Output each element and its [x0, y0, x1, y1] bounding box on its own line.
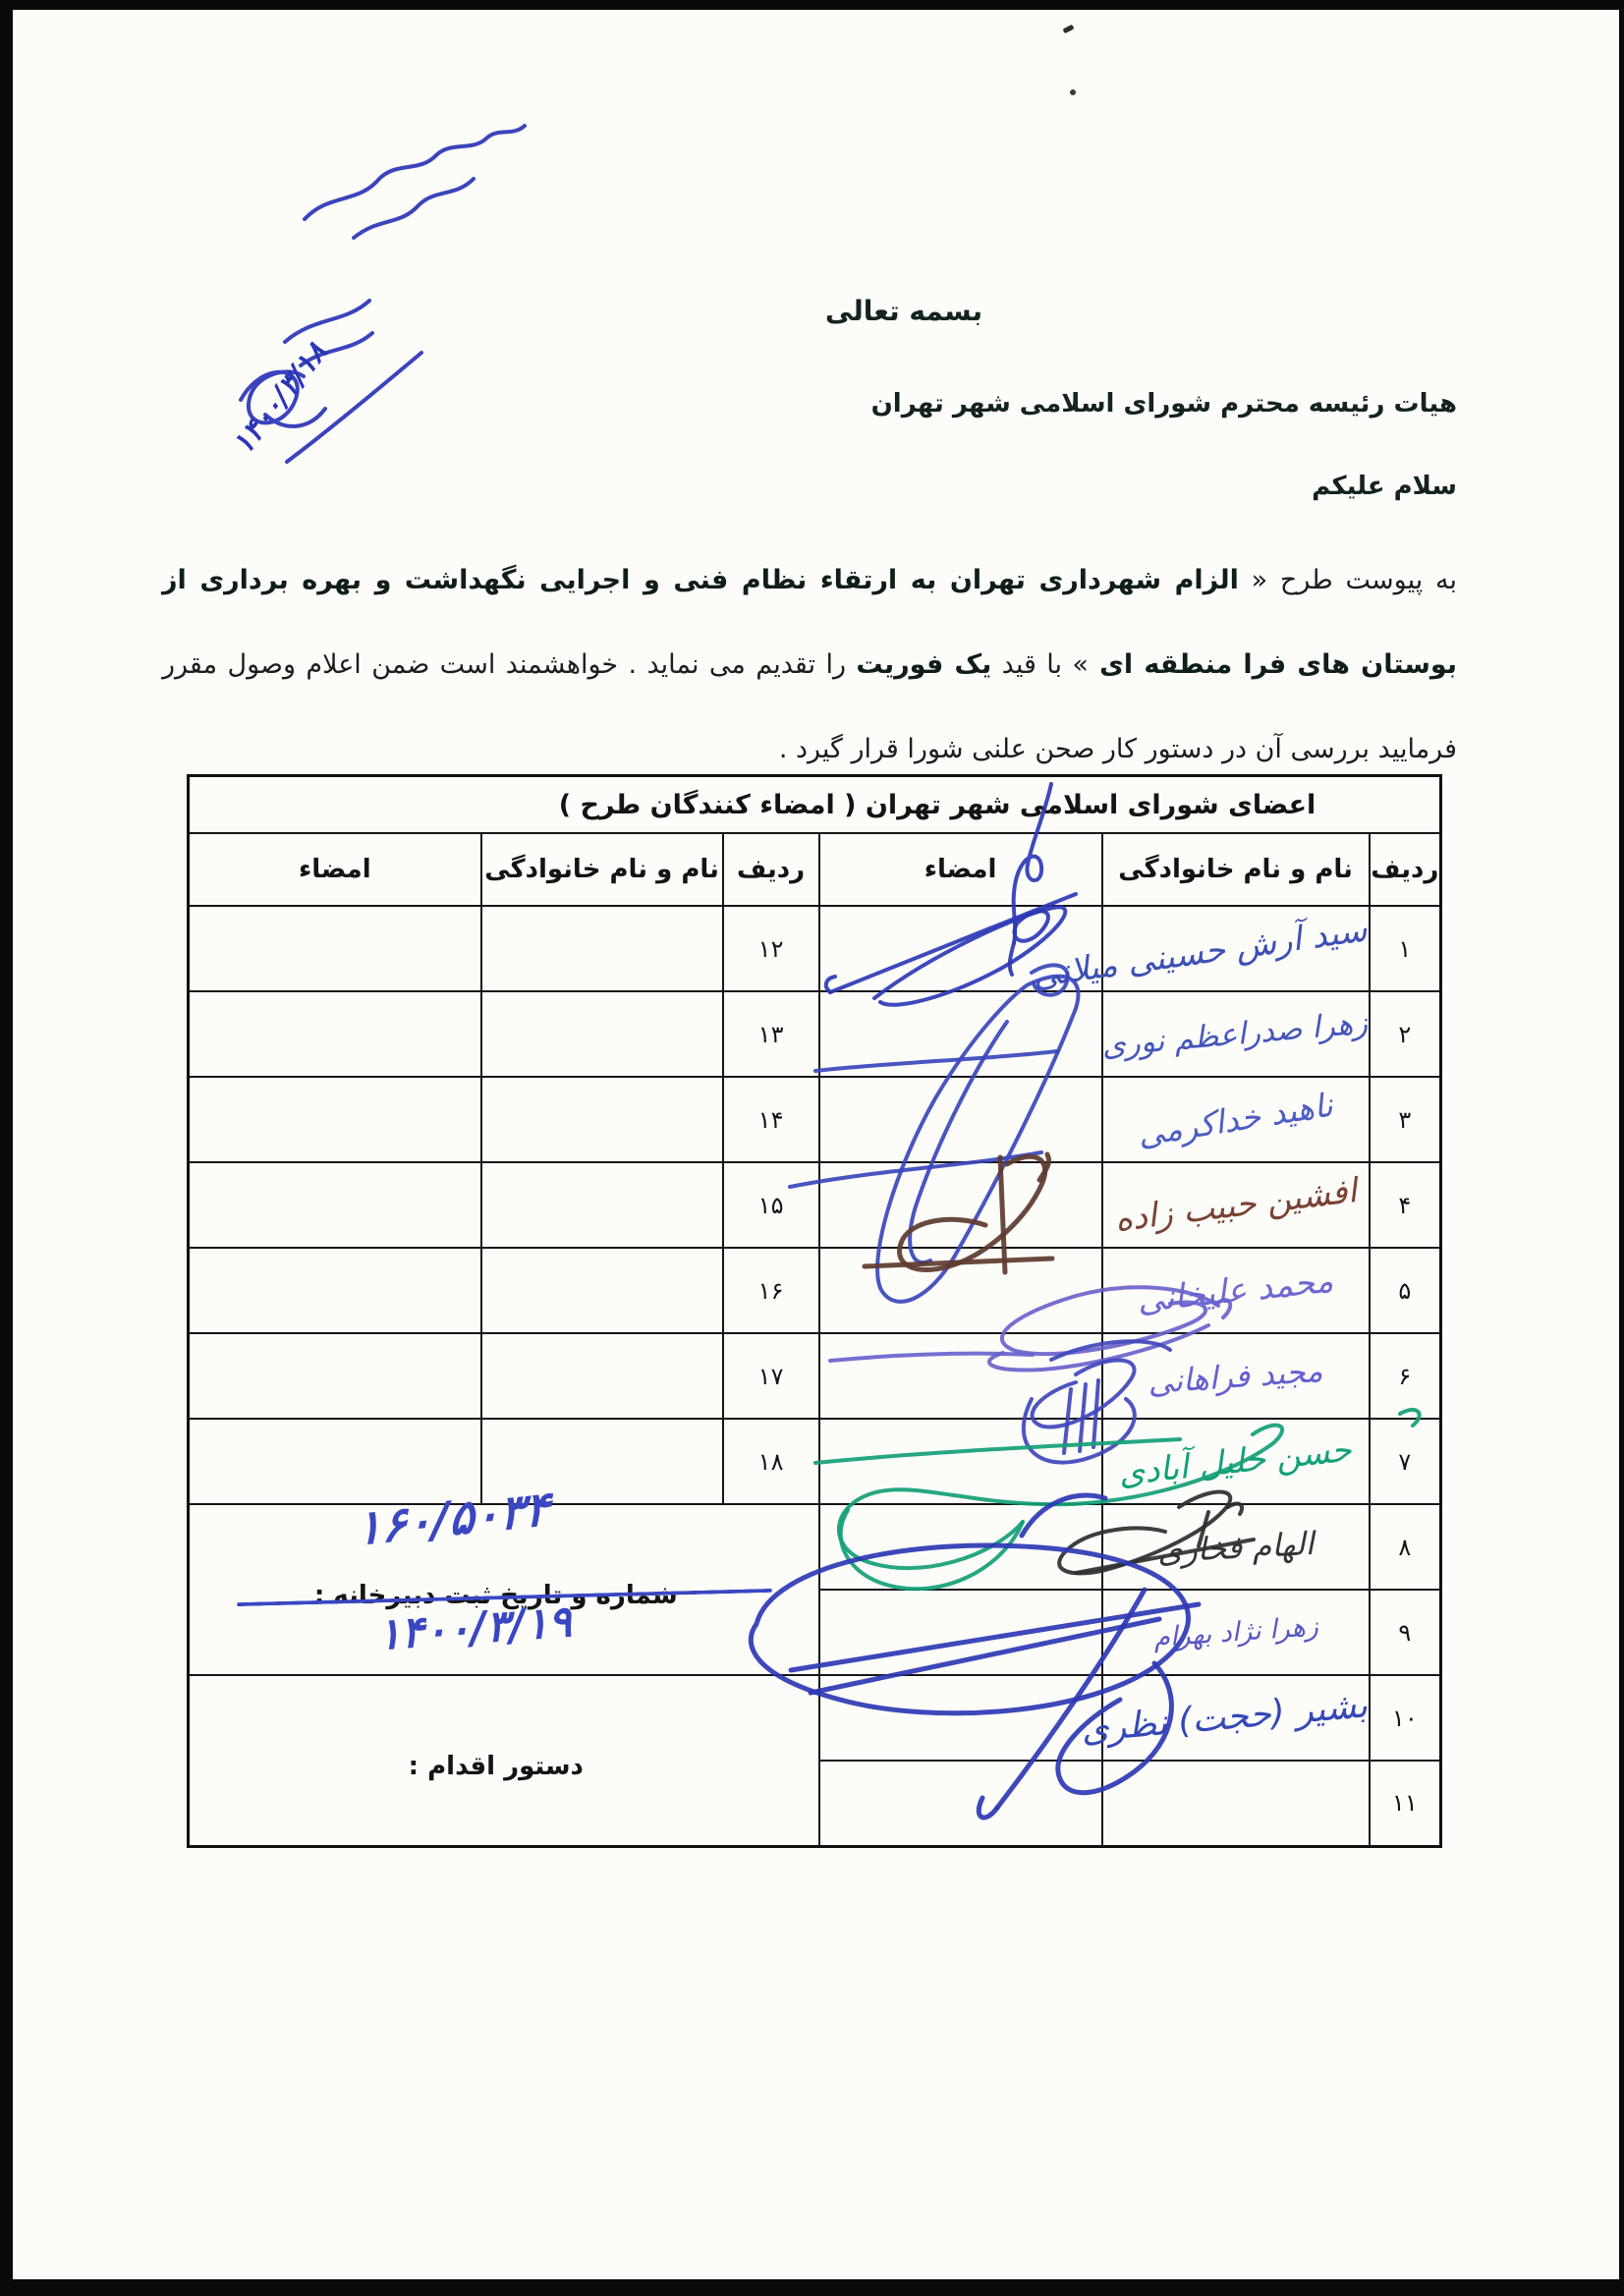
header-signature: امضاء: [819, 833, 1102, 906]
handwritten-name: افشین حبیب زاده: [1112, 1170, 1359, 1240]
member-name-cell: [1102, 1419, 1370, 1504]
scan-edge-bottom: [0, 2279, 1624, 2296]
member-name-cell: [1102, 991, 1370, 1077]
table-row: [189, 1675, 1441, 1761]
row-number: ۴: [1370, 1162, 1441, 1248]
handwritten-name: حسن خلیل آبادی: [1117, 1429, 1355, 1493]
table-row: [189, 906, 1441, 991]
bismillah: بسمه تعالی: [824, 295, 983, 327]
handwritten-registration-date: ۱۴۰۰/۳/۱۹: [375, 1596, 574, 1660]
signature-cell: [189, 1162, 481, 1248]
signature-cell: [189, 1333, 481, 1419]
member-name-cell: [1102, 1590, 1370, 1675]
signature-cell: [819, 991, 1102, 1077]
plan-title-bold: الزام شهرداری تهران به ارتقاء نظام فنی و اجرایی نگهداشت و بهره برداری از بوستان های فرا منطقه ای: [162, 565, 1457, 680]
scan-speck: [1070, 89, 1076, 95]
handwritten-registration-number: ۱۶۰/۵۰۳۴: [356, 1481, 550, 1557]
signature-cell: [819, 1077, 1102, 1162]
signature-cell: [189, 1077, 481, 1162]
row-number: ۹: [1370, 1590, 1441, 1675]
signature-cell: [819, 1761, 1102, 1846]
recipient-line: هیات رئیسه محترم شورای اسلامی شهر تهران: [870, 389, 1457, 419]
action-order-cell: [189, 1675, 819, 1846]
row-number: ۱۱: [1370, 1761, 1441, 1846]
table-header-row: [189, 833, 1441, 906]
scan-edge-top: [0, 0, 1624, 10]
handwritten-name: الهام فخاری: [1156, 1524, 1316, 1570]
header-name: نام و نام خانوادگی: [1102, 833, 1370, 906]
table-row: [189, 1504, 1441, 1590]
member-name-cell: [1080, 1675, 1370, 1761]
body-seg: را تقدیم می نماید . خواهشمند است ضمن اعلام وصول مقرر فرمایید بررسی آن در دستور کار صحن علنی شورا قرار گیرد .: [162, 649, 1457, 764]
scan-edge-right: [1619, 0, 1624, 2296]
signature-cell: [819, 1675, 1102, 1761]
table-row: [189, 1248, 1441, 1333]
handwritten-name: سید آرش حسینی میلانی: [1030, 909, 1371, 996]
member-name-cell: [1102, 1504, 1370, 1590]
signatories-table: [187, 774, 1442, 1848]
handwritten-name: بشیر (حجت) نظری: [1080, 1685, 1370, 1751]
signature-cell: [819, 1162, 1102, 1248]
handwritten-name: زهرا نژاد بهرام: [1151, 1611, 1319, 1653]
handwritten-name: زهرا صدراعظم نوری: [1100, 1004, 1370, 1064]
row-number: ۱۲: [723, 906, 819, 991]
letter-body: [162, 538, 1457, 792]
member-name-cell: [1102, 1333, 1370, 1419]
member-name-cell: [481, 1077, 723, 1162]
row-number: ۱۸: [723, 1419, 819, 1504]
handwritten-note: [147, 118, 609, 589]
row-number: ۸: [1370, 1504, 1441, 1590]
header-signature: امضاء: [189, 833, 481, 906]
signature-cell: [819, 1419, 1102, 1504]
member-name-cell: [481, 1333, 723, 1419]
row-number: ۲: [1370, 991, 1441, 1077]
row-number: ۱۴: [723, 1077, 819, 1162]
table-title-row: [189, 776, 1441, 834]
row-number: ۱۷: [723, 1333, 819, 1419]
member-name-cell: [481, 1248, 723, 1333]
row-number: ۷: [1370, 1419, 1441, 1504]
handwritten-name: ناهید خداکرمی: [1135, 1085, 1336, 1154]
table-title: اعضای شورای اسلامی شهر تهران ( امضاء کنندگان طرح ): [189, 776, 1441, 834]
urgency-bold: یک فوریت: [856, 649, 992, 680]
note-date: ۱۴۰۰/۳/۱۸: [225, 335, 335, 462]
member-name-cell: [1102, 1248, 1370, 1333]
secretariat-label: شماره و تاریخ ثبت دبیرخانه :: [313, 1581, 678, 1610]
signature-cell: [819, 1248, 1102, 1333]
scan-edge-left: [0, 0, 13, 2296]
signature-cell: [189, 906, 481, 991]
handwritten-note-scribble: [147, 118, 609, 589]
header-row-number: ردیف: [723, 833, 819, 906]
row-number: ۶: [1370, 1333, 1441, 1419]
signature-cell: [189, 1248, 481, 1333]
row-number: ۱: [1370, 906, 1441, 991]
table-row: [189, 1077, 1441, 1162]
action-order-label: دستور اقدام :: [408, 1751, 584, 1781]
signature-cell: [189, 1419, 481, 1504]
table-row: [189, 1419, 1441, 1504]
row-number: ۱۳: [723, 991, 819, 1077]
handwritten-name: مجید فراهانی: [1147, 1351, 1324, 1401]
signature-cell: [189, 991, 481, 1077]
body-seg: به پیوست طرح «: [1238, 565, 1457, 595]
row-number: ۱۵: [723, 1162, 819, 1248]
member-name-cell: [481, 991, 723, 1077]
row-number: ۱۶: [723, 1248, 819, 1333]
header-name: نام و نام خانوادگی: [481, 833, 723, 906]
member-name-cell: [481, 1162, 723, 1248]
table-row: [189, 1162, 1441, 1248]
table-row: [189, 991, 1441, 1077]
member-name-cell: [1102, 1162, 1370, 1248]
row-number: ۱۰: [1370, 1675, 1441, 1761]
body-seg: » با قید: [991, 649, 1089, 680]
salutation-line: سلام علیکم: [1312, 472, 1457, 501]
handwritten-name: محمد علیخانی: [1135, 1260, 1336, 1320]
signature-cell: [819, 1504, 1102, 1590]
table-row: [189, 1333, 1441, 1419]
header-row-number: ردیف: [1370, 833, 1441, 906]
member-name-cell: [1102, 1761, 1370, 1846]
row-number: ۳: [1370, 1077, 1441, 1162]
member-name-cell: [1030, 906, 1371, 996]
member-name-cell: [1102, 1077, 1370, 1162]
secretariat-registration-cell: [189, 1481, 819, 1675]
row-number: ۵: [1370, 1248, 1441, 1333]
signature-cell: [819, 1590, 1102, 1675]
member-name-cell: [481, 906, 723, 991]
signature-cell: [819, 1333, 1102, 1419]
